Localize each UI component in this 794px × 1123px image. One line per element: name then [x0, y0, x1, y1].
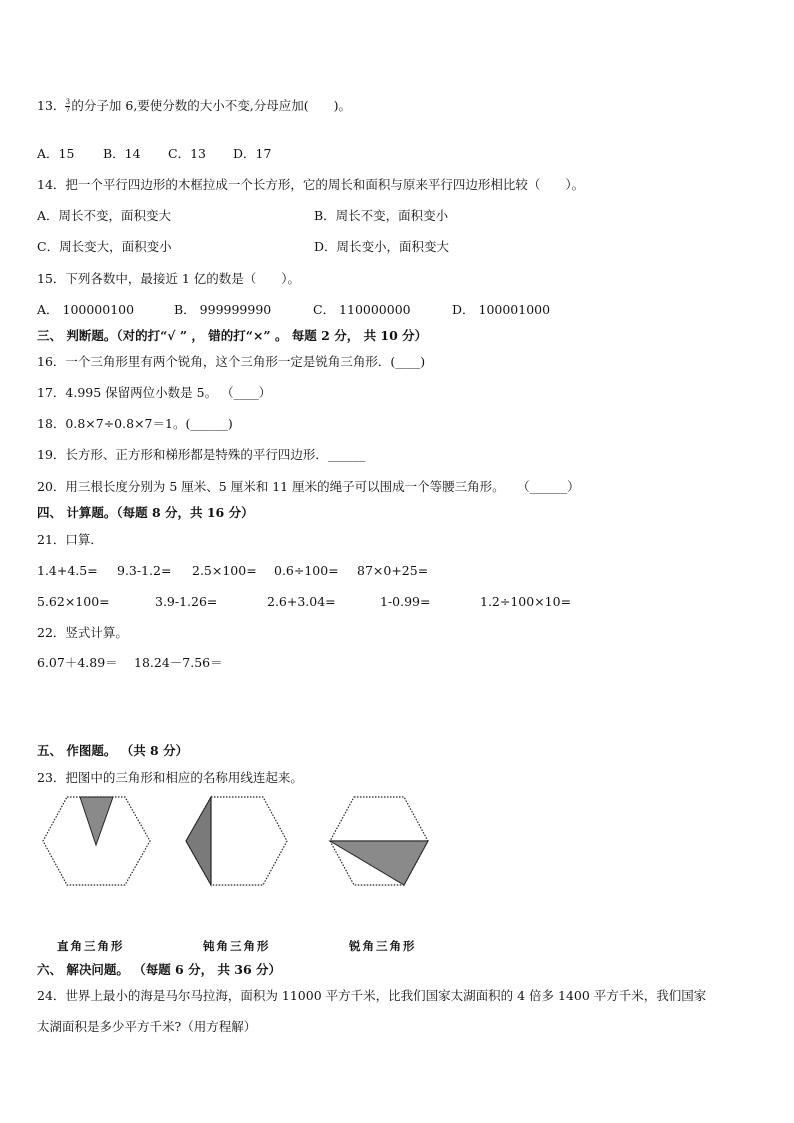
hexagon-figure-2	[182, 795, 290, 890]
question-13	[37, 98, 351, 114]
question-20: 20．用三根长度分别为 5 厘米、5 厘米和 11 厘米的绳子可以围成一个等腰三角形。 （______）	[37, 479, 580, 494]
question-24-line-2: 太湖面积是多少平方千米?（用方程解）	[37, 1019, 257, 1034]
shaded-triangle	[330, 841, 428, 885]
question-14-option-b: B．周长不变，面积变小	[314, 208, 449, 223]
mental-math-item: 0.6÷100=	[274, 563, 339, 578]
label-acute-triangle: 锐角三角形	[349, 939, 417, 953]
mental-math-item: 2.6+3.04=	[267, 594, 336, 609]
fraction-denominator: 7	[65, 106, 71, 114]
question-13-option-b: B．14	[103, 146, 141, 161]
question-17: 17．4.995 保留两位小数是 5。 （____）	[37, 385, 272, 400]
question-13-option-c: C．13	[168, 146, 206, 161]
section-6-title: 六、 解决问题。 （每题 6 分， 共 36 分）	[37, 962, 282, 977]
mental-math-item: 1.2÷100×10=	[480, 594, 572, 609]
shaded-triangle	[80, 797, 113, 845]
mental-math-item: 9.3-1.2=	[117, 563, 172, 578]
question-14-option-c: C．周长变大，面积变小	[37, 239, 172, 254]
question-14-text: 14．把一个平行四边形的木框拉成一个长方形，它的周长和面积与原来平行四边形相比较（ ）。	[37, 177, 585, 192]
question-15-option-c: C． 110000000	[313, 302, 411, 317]
question-21-title: 21．口算．	[37, 532, 103, 547]
question-15-option-d: D． 100001000	[452, 302, 551, 317]
section-5-title: 五、 作图题。 （共 8 分）	[37, 743, 189, 758]
mental-math-item: 2.5×100=	[192, 563, 257, 578]
question-13-number: 13．	[37, 98, 66, 113]
question-15-option-b: B． 999999990	[174, 302, 272, 317]
question-22-title: 22．竖式计算。	[37, 625, 128, 640]
hexagon-figure-3	[326, 795, 432, 890]
question-13-option-a: A．15	[37, 146, 75, 161]
vertical-calc-item: 6.07＋4.89＝	[37, 655, 118, 670]
section-4-title: 四、 计算题。（每题 8 分，共 16 分）	[37, 505, 254, 520]
mental-math-item: 87×0+25=	[357, 563, 429, 578]
fraction-three-sevenths	[65, 99, 70, 114]
label-obtuse-triangle: 钝角三角形	[203, 939, 271, 953]
shaded-triangle	[186, 797, 211, 885]
label-right-triangle: 直角三角形	[57, 939, 125, 953]
hexagon-figure-1	[40, 795, 152, 890]
question-13-text: 的分子加 6,要使分数的大小不变,分母应加( )。	[71, 98, 352, 113]
mental-math-item: 3.9-1.26=	[155, 594, 218, 609]
question-15-text: 15．下列各数中，最接近 1 亿的数是（ ）。	[37, 271, 301, 286]
fraction-numerator: 3	[65, 98, 71, 106]
section-3-title: 三、 判断题。（对的打“√ ” ， 错的打“×” 。 每题 2 分， 共 10 分）	[37, 328, 428, 343]
question-14-option-d: D．周长变小，面积变大	[314, 239, 450, 254]
mental-math-item: 5.62×100=	[37, 594, 110, 609]
question-24-line-1: 24．世界上最小的海是马尔马拉海，面积为 11000 平方千米，比我们国家太湖面积的 4 倍多 1400 平方千米，我们国家	[37, 988, 707, 1003]
question-19: 19．长方形、正方形和梯形都是特殊的平行四边形．______	[37, 447, 366, 462]
vertical-calc-item: 18.24－7.56＝	[134, 655, 223, 670]
mental-math-item: 1.4+4.5=	[37, 563, 98, 578]
question-18: 18．0.8×7÷0.8×7＝1。(______)	[37, 416, 233, 431]
question-13-option-d: D．17	[233, 146, 272, 161]
question-23-text: 23．把图中的三角形和相应的名称用线连起来。	[37, 770, 303, 785]
question-15-option-a: A． 100000100	[37, 302, 135, 317]
question-16: 16．一个三角形里有两个锐角，这个三角形一定是锐角三角形．(____)	[37, 354, 426, 369]
question-14-option-a: A．周长不变，面积变大	[37, 208, 172, 223]
mental-math-item: 1-0.99=	[380, 594, 431, 609]
